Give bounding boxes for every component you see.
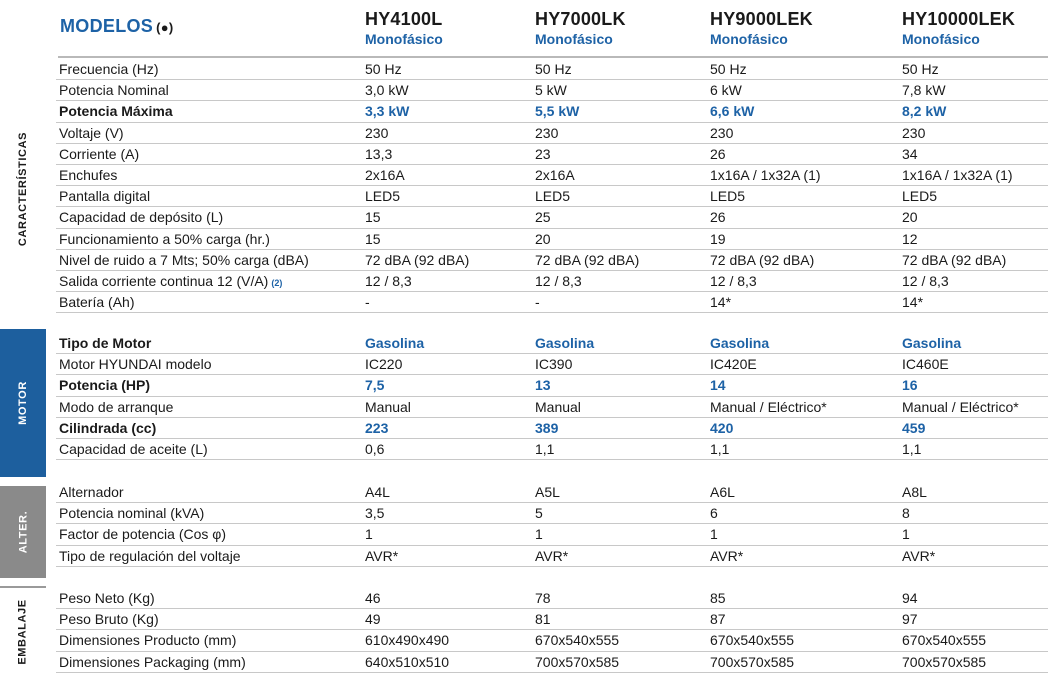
table-cell: 6 kW <box>710 82 742 99</box>
table-cell: 7,8 kW <box>902 82 946 99</box>
table-cell: 78 <box>535 590 551 606</box>
table-cell: 85 <box>710 590 726 606</box>
row-label-text: Funcionamiento a 50% carga (hr.) <box>59 230 270 247</box>
model-name: HY9000LEK <box>710 9 813 29</box>
model-column-header <box>365 9 443 47</box>
table-row <box>56 207 1048 228</box>
table-cell: A5L <box>535 484 560 500</box>
table-cell: 50 Hz <box>710 61 747 77</box>
table-cell: 72 dBA (92 dBA) <box>902 251 1007 268</box>
row-label-text: Pantalla digital <box>59 188 151 205</box>
table-cell: 12 / 8,3 <box>535 272 582 289</box>
table-cell: 12 <box>902 230 918 247</box>
row-label <box>59 375 150 396</box>
row-label-text: Modo de arranque <box>59 398 174 415</box>
row-label <box>59 609 159 630</box>
model-column-header <box>902 9 1015 47</box>
table-cell: 3,3 kW <box>365 103 410 120</box>
table-cell: AVR* <box>365 547 399 564</box>
table-cell: IC420E <box>710 356 757 373</box>
row-label <box>59 229 270 250</box>
row-label <box>59 292 134 313</box>
table-cell: IC220 <box>365 356 403 373</box>
row-label <box>59 207 223 228</box>
table-cell: 26 <box>710 209 726 226</box>
table-cell: 25 <box>535 209 551 226</box>
table-cell: 640x510x510 <box>365 653 450 670</box>
row-label-text: Potencia nominal (kVA) <box>59 505 205 522</box>
table-cell: 230 <box>902 124 926 141</box>
row-label <box>59 546 241 567</box>
table-cell: 1x16A / 1x32A (1) <box>710 166 821 183</box>
table-cell: 700x570x585 <box>902 653 987 670</box>
table-row <box>56 609 1048 630</box>
table-cell: Gasolina <box>710 335 770 351</box>
table-row <box>56 503 1048 524</box>
row-label-text: Factor de potencia (Cos φ) <box>59 526 227 543</box>
table-row <box>56 271 1048 292</box>
table-row <box>56 80 1048 101</box>
table-cell: 50 Hz <box>902 61 939 77</box>
row-label <box>59 354 212 375</box>
table-cell: 7,5 <box>365 377 385 394</box>
table-cell: 50 Hz <box>535 61 572 77</box>
table-cell: A6L <box>710 484 735 500</box>
section-alter <box>56 482 1048 567</box>
table-cell: 459 <box>902 419 926 436</box>
section-motor <box>56 333 1048 460</box>
table-row <box>56 652 1048 673</box>
table-row <box>56 292 1048 313</box>
row-label <box>59 144 139 165</box>
model-type: Monofásico <box>365 31 443 47</box>
table-cell: 670x540x555 <box>902 632 987 649</box>
table-row <box>56 418 1048 439</box>
model-type: Monofásico <box>535 31 613 47</box>
table-cell: Gasolina <box>902 335 962 351</box>
model-name: HY10000LEK <box>902 9 1016 29</box>
table-cell: Manual <box>365 398 411 415</box>
row-label-text: Capacidad de depósito (L) <box>59 209 224 226</box>
table-cell: 3,0 kW <box>365 82 409 99</box>
table-cell: 14 <box>710 377 726 394</box>
table-header <box>58 0 1048 58</box>
table-cell: IC460E <box>902 356 949 373</box>
section-label-caracteristicas: CARACTERÍSTICAS <box>17 131 29 247</box>
table-cell: 8,2 kW <box>902 103 947 120</box>
row-label-text: Enchufes <box>59 166 118 183</box>
row-label <box>59 165 117 186</box>
table-cell: LED5 <box>535 188 571 205</box>
model-type: Monofásico <box>902 31 980 47</box>
table-cell: 87 <box>710 611 726 628</box>
table-row <box>56 186 1048 207</box>
row-label <box>59 271 282 294</box>
row-label-text: Nivel de ruido a 7 Mts; 50% carga (dBA) <box>59 251 309 268</box>
table-cell: LED5 <box>902 188 938 205</box>
row-label-text: Capacidad de aceite (L) <box>59 440 208 457</box>
section-label-embalaje: EMBALAJE <box>0 586 46 676</box>
table-cell: 13 <box>535 377 551 394</box>
table-cell: 5 kW <box>535 82 567 99</box>
table-cell: 0,6 <box>365 440 385 457</box>
table-cell: 26 <box>710 145 726 162</box>
table-cell: 230 <box>710 124 734 141</box>
table-cell: 1 <box>535 526 543 543</box>
table-cell: 1,1 <box>535 440 555 457</box>
table-cell: 389 <box>535 419 559 436</box>
table-cell: 12 / 8,3 <box>710 272 757 289</box>
table-cell: 700x570x585 <box>535 653 620 670</box>
table-row <box>56 397 1048 418</box>
row-label <box>59 59 159 80</box>
table-cell: 700x570x585 <box>710 653 795 670</box>
table-cell: 420 <box>710 419 734 436</box>
table-cell: AVR* <box>710 547 744 564</box>
table-cell: 1,1 <box>710 440 730 457</box>
row-label <box>59 630 236 651</box>
table-cell: 94 <box>902 590 918 606</box>
table-row <box>56 546 1048 567</box>
table-cell: 20 <box>902 209 918 226</box>
table-cell: - <box>365 294 370 311</box>
table-row <box>56 354 1048 375</box>
table-row <box>56 144 1048 165</box>
table-cell: 12 / 8,3 <box>365 272 412 289</box>
table-cell: 13,3 <box>365 145 393 162</box>
table-cell: Manual / Eléctrico* <box>710 398 827 415</box>
table-row <box>56 333 1048 354</box>
table-cell: 610x490x490 <box>365 632 450 649</box>
row-label <box>59 80 169 101</box>
table-cell: 50 Hz <box>365 61 402 77</box>
model-column-header <box>535 9 626 47</box>
row-label-text: Cilindrada (cc) <box>59 419 157 436</box>
table-cell: 15 <box>365 230 381 247</box>
row-label <box>59 652 246 673</box>
table-cell: 2x16A <box>535 166 575 183</box>
table-cell: 6,6 kW <box>710 103 755 120</box>
table-cell: 12 / 8,3 <box>902 272 949 289</box>
table-row <box>56 375 1048 396</box>
row-label-text: Dimensiones Producto (mm) <box>59 632 237 649</box>
table-cell: 670x540x555 <box>535 632 620 649</box>
table-cell: Manual <box>535 398 581 415</box>
table-cell: 223 <box>365 419 389 436</box>
row-label <box>59 186 150 207</box>
table-cell: 5 <box>535 505 543 522</box>
table-cell: 2x16A <box>365 166 405 183</box>
row-label-text: Potencia Nominal <box>59 82 169 99</box>
table-cell: A8L <box>902 484 927 500</box>
table-cell: - <box>535 294 540 311</box>
row-label-text: Tipo de Motor <box>59 335 152 351</box>
row-label-text: Alternador <box>59 484 124 500</box>
row-label <box>59 588 155 609</box>
table-cell: 20 <box>535 230 551 247</box>
table-cell: 1 <box>902 526 910 543</box>
table-cell: 1x16A / 1x32A (1) <box>902 166 1013 183</box>
table-row <box>56 630 1048 651</box>
row-footnote: (2) <box>271 277 283 288</box>
table-cell: 34 <box>902 145 918 162</box>
table-cell: 19 <box>710 230 726 247</box>
row-label <box>59 482 124 503</box>
table-cell: 72 dBA (92 dBA) <box>365 251 470 268</box>
table-cell: 3,5 <box>365 505 385 522</box>
model-name: HY7000LK <box>535 9 626 29</box>
row-label <box>59 503 204 524</box>
table-cell: 81 <box>535 611 551 628</box>
table-cell: LED5 <box>710 188 746 205</box>
table-cell: 1,1 <box>902 440 922 457</box>
table-row <box>56 588 1048 609</box>
table-cell: 97 <box>902 611 918 628</box>
table-cell: 1 <box>710 526 718 543</box>
model-column-header <box>710 9 813 47</box>
row-label <box>59 439 208 460</box>
table-cell: 8 <box>902 505 910 522</box>
models-title <box>60 16 174 37</box>
row-label-text: Salida corriente continua 12 (V/A) <box>59 272 269 289</box>
table-cell: 72 dBA (92 dBA) <box>710 251 815 268</box>
table-cell: 15 <box>365 209 381 226</box>
row-label <box>59 333 151 354</box>
row-label-text: Voltaje (V) <box>59 124 124 141</box>
table-cell: 670x540x555 <box>710 632 795 649</box>
table-cell: IC390 <box>535 356 573 373</box>
table-cell: 14* <box>902 294 924 311</box>
row-label-text: Frecuencia (Hz) <box>59 61 159 77</box>
table-cell: A4L <box>365 484 390 500</box>
table-cell: Manual / Eléctrico* <box>902 398 1019 415</box>
row-label-text: Tipo de regulación del voltaje <box>59 547 241 564</box>
table-cell: 230 <box>535 124 559 141</box>
table-row <box>56 250 1048 271</box>
table-cell: 16 <box>902 377 918 394</box>
table-cell: Gasolina <box>535 335 595 351</box>
row-label-text: Peso Bruto (Kg) <box>59 611 159 628</box>
table-cell: 5,5 kW <box>535 103 580 120</box>
table-cell: LED5 <box>365 188 401 205</box>
row-label-text: Potencia (HP) <box>59 377 151 394</box>
row-label <box>59 250 309 271</box>
table-row <box>56 229 1048 250</box>
table-cell: Gasolina <box>365 335 425 351</box>
row-label-text: Corriente (A) <box>59 145 140 162</box>
row-label-text: Dimensiones Packaging (mm) <box>59 653 246 670</box>
row-label-text: Peso Neto (Kg) <box>59 590 155 606</box>
row-label-text: Potencia Máxima <box>59 103 173 120</box>
table-cell: 49 <box>365 611 381 628</box>
table-cell: 1 <box>365 526 373 543</box>
row-label-text: Motor HYUNDAI modelo <box>59 356 212 373</box>
table-cell: 6 <box>710 505 718 522</box>
table-cell: 230 <box>365 124 389 141</box>
section-label-motor: MOTOR <box>0 329 46 477</box>
table-cell: 14* <box>710 294 732 311</box>
row-label-text: Batería (Ah) <box>59 294 135 311</box>
table-cell: 23 <box>535 145 551 162</box>
table-row <box>56 165 1048 186</box>
section-caracteristicas <box>56 59 1048 313</box>
row-label <box>59 101 173 122</box>
table-cell: AVR* <box>535 547 569 564</box>
row-label <box>59 418 156 439</box>
row-label <box>59 123 124 144</box>
table-cell: 46 <box>365 590 381 606</box>
table-row <box>56 482 1048 503</box>
table-row <box>56 123 1048 144</box>
table-row <box>56 59 1048 80</box>
table-cell: 72 dBA (92 dBA) <box>535 251 640 268</box>
section-embalaje <box>56 588 1048 673</box>
table-row <box>56 524 1048 545</box>
model-name: HY4100L <box>365 9 443 29</box>
model-type: Monofásico <box>710 31 788 47</box>
table-row <box>56 439 1048 460</box>
table-cell: AVR* <box>902 547 936 564</box>
models-note: (●) <box>156 20 174 35</box>
section-label-alter: ALTER. <box>0 486 46 578</box>
table-row <box>56 101 1048 122</box>
models-label: MODELOS <box>60 16 154 36</box>
row-label <box>59 397 173 418</box>
row-label <box>59 524 226 545</box>
